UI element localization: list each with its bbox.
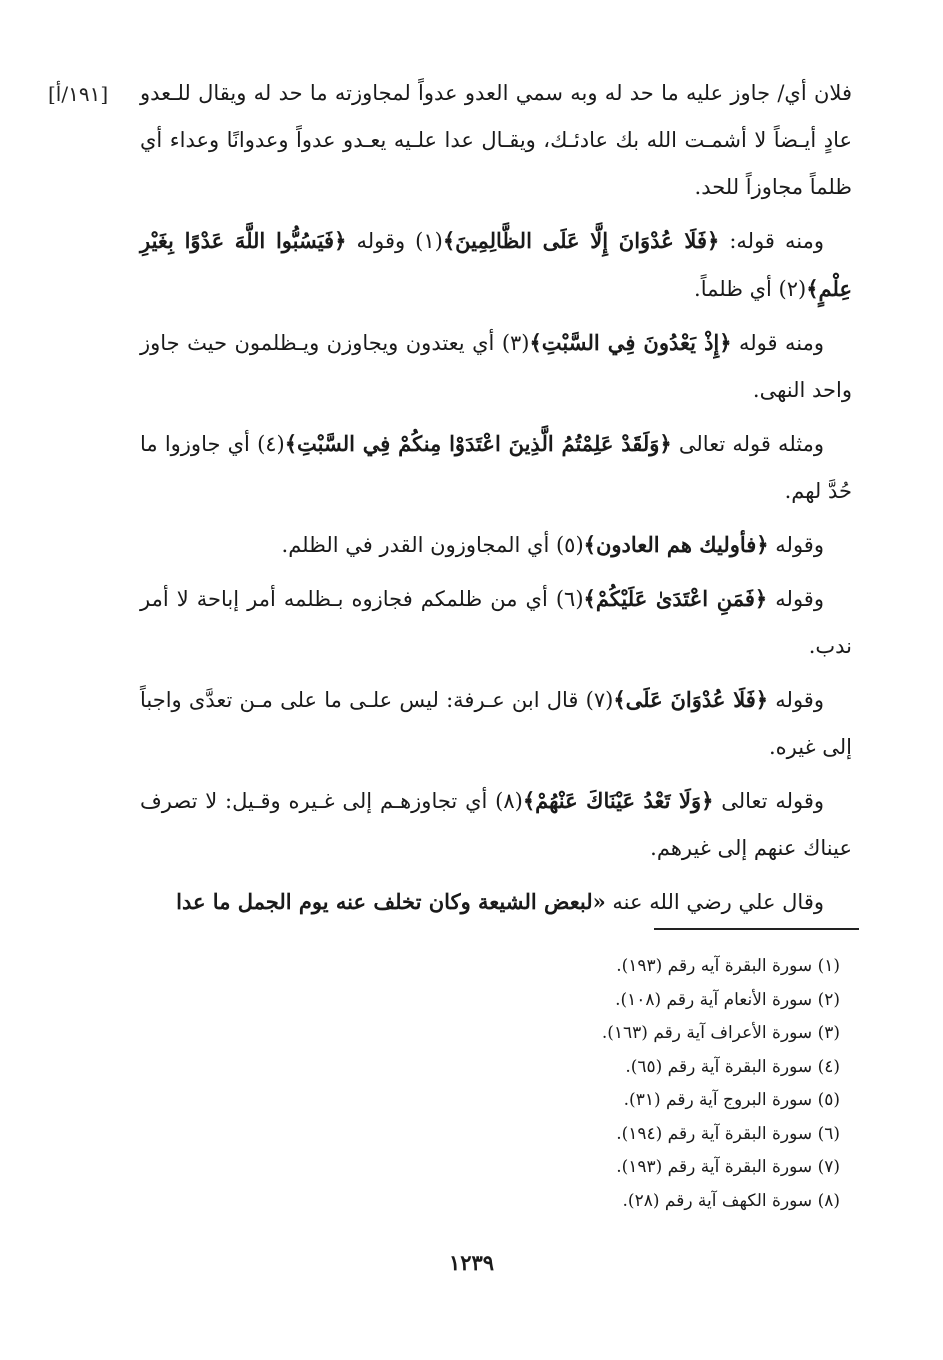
paragraph: [140, 70, 852, 211]
text-segment: (٤) أي جاوزوا ما حُدَّ لهم.: [140, 432, 852, 503]
text-segment: وقال علي رضي الله عنه: [605, 890, 824, 914]
paragraph: [140, 217, 852, 313]
footnote-divider: [654, 928, 859, 930]
paragraph: [140, 676, 852, 771]
quran-quote: ﴿فَلَا عُدْوَانَ إِلَّا عَلَى الظَّالِمِينَ﴾: [442, 228, 720, 253]
footnote: (٤) سورة البقرة آية رقم (٦٥).: [625, 1056, 840, 1077]
text-segment: (١) وقوله: [346, 229, 443, 253]
text-segment: وقوله تعالى: [713, 789, 825, 813]
footnote: (٢) سورة الأنعام آية رقم (١٠٨).: [615, 989, 840, 1010]
text-segment: ومنه قوله:: [719, 229, 825, 253]
text-segment: وقوله: [768, 533, 824, 557]
footnote: (١) سورة البقرة آيه رقم (١٩٣).: [616, 956, 840, 976]
quran-quote: ﴿وَلَقَدْ عَلِمْتُمُ الَّذِينَ اعْتَدَوْا مِنكُمْ فِي السَّبْتِ﴾: [284, 431, 672, 456]
paragraph: [140, 420, 852, 515]
paragraph: [140, 777, 852, 872]
text-segment: ومنه قوله: [731, 331, 824, 355]
footnote: (٣) سورة الأعراف آية رقم (١٦٣).: [601, 1023, 840, 1043]
paragraph: [140, 521, 852, 569]
quran-quote: ﴿فَلَا عُدْوَانَ عَلَى﴾: [613, 687, 769, 712]
paragraph: [140, 319, 852, 414]
text-segment: ومثله قوله تعالى: [671, 432, 824, 456]
quran-quote: ﴿إِذْ يَعْدُونَ فِي السَّبْتِ﴾: [529, 330, 732, 355]
text-segment: وقوله: [768, 688, 824, 712]
margin-reference: [١٩١/أ]: [48, 82, 109, 106]
text-segment: (٢) أي ظلماً.: [694, 277, 807, 301]
text-segment: (٨) أي تجاوزهـم إلى غـيره وقـيل: لا تصرف عيناك عنهم إلى غيرهم.: [140, 789, 852, 860]
text-segment: (٧) قال ابن عـرفة: ليس علـى ما على مـن تعدَّى واجباً إلى غيره.: [140, 688, 852, 759]
text-segment: (٦) أي من ظلمكم فجازوه بـظلمه أمر إباحة لا أمر ندب.: [140, 587, 852, 658]
quran-quote: ﴿فَيَسُبُّوا اللَّهَ عَدْوًا بِغَيْرِ عِلْمٍ﴾: [140, 228, 852, 301]
text-segment: (٥) أي المجاوزون القدر في الظلم.: [281, 533, 584, 557]
paragraph: [140, 575, 852, 670]
footnote: (٧) سورة البقرة آية رقم (١٩٣).: [616, 1157, 840, 1177]
main-text: [140, 70, 852, 932]
quran-quote: ﴿فأوليك هم العادون﴾: [583, 532, 769, 557]
text-segment: (٣) أي يعتدون ويجاوزن ويـظلمون حيث جاوز واحد النهى.: [140, 331, 852, 402]
quran-quote: «لبعض الشيعة وكان تخلف عنه يوم الجمل ما عدا: [176, 889, 606, 914]
text-segment: وقوله: [767, 587, 824, 611]
paragraph: [140, 878, 852, 926]
page-number: ١٢٣٩: [448, 1250, 495, 1275]
footnote: (٦) سورة البقرة آية رقم (١٩٤).: [616, 1123, 840, 1144]
text-segment: فلان أي/ جاوز عليه ما حد له وبه سمي العدو عدواً لمجاوزته ما حد له ويقال للـعدو عادٍ أيـضاً لا أشمـت الله بك عادئـك، ويقـال عدا علـيه يعـدو عدواً وعدوانًا وعداء أي ظلماً مجاوزاً للحد.: [140, 81, 852, 199]
footnote: (٨) سورة الكهف آية رقم (٢٨).: [622, 1190, 840, 1211]
footnotes: [500, 950, 840, 1218]
footnote: (٥) سورة البروج آية رقم (٣١).: [623, 1090, 840, 1110]
quran-quote: ﴿فَمَنِ اعْتَدَىٰ عَلَيْكُمْ﴾: [583, 586, 768, 611]
quran-quote: ﴿وَلَا تَعْدُ عَيْنَاكَ عَنْهُمْ﴾: [522, 788, 714, 813]
